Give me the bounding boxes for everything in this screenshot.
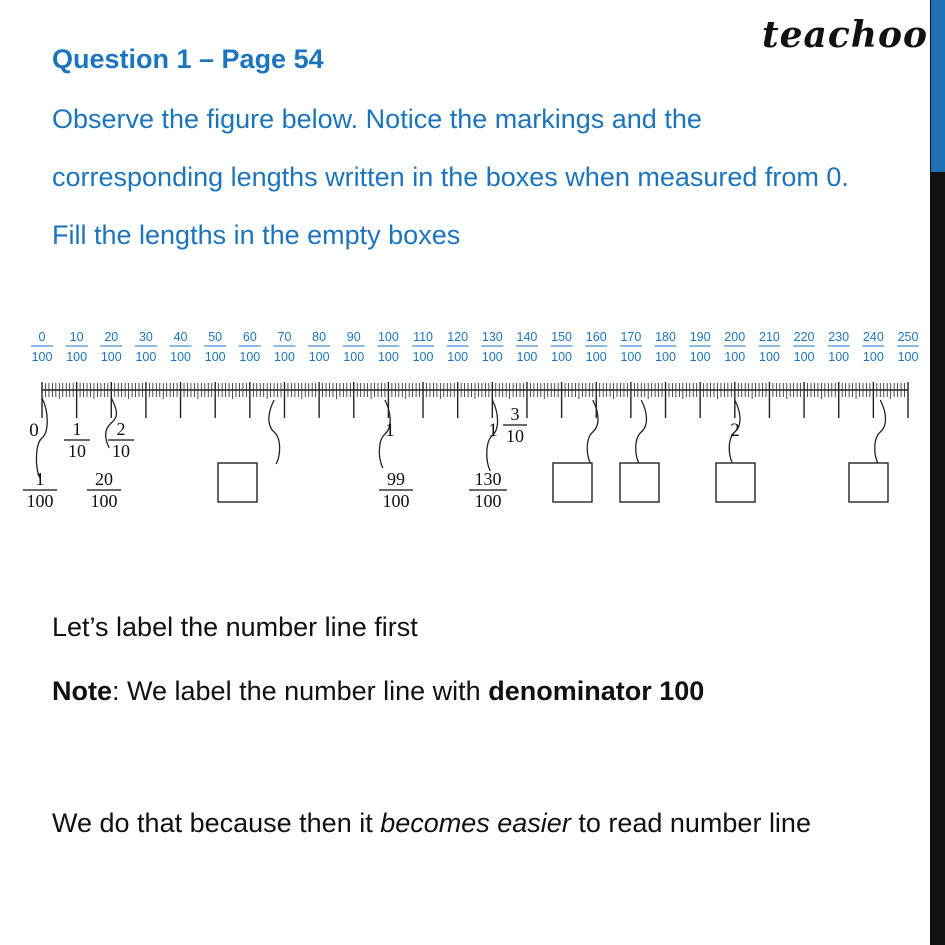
label-zero: 0	[29, 420, 39, 441]
top-fraction-0	[31, 330, 53, 364]
top-fraction-120	[447, 330, 469, 364]
top-denominator: 100	[447, 350, 469, 364]
top-numerator: 170	[620, 330, 642, 344]
question-title: Question 1 – Page 54	[52, 44, 324, 74]
body-line-1: Let’s label the number line first	[52, 612, 418, 642]
top-denominator: 100	[655, 350, 676, 364]
body-line-3-b: to read number line	[570, 808, 811, 838]
fraction-numerator: 2	[116, 419, 126, 439]
top-fraction-210	[758, 330, 780, 364]
top-denominator: 100	[170, 350, 191, 364]
top-numerator: 100	[377, 330, 399, 344]
fraction-label	[108, 419, 134, 461]
top-numerator: 160	[585, 330, 607, 344]
top-fraction-180	[655, 330, 677, 364]
top-denominator: 100	[516, 350, 538, 364]
pointer-lines	[36, 398, 885, 478]
top-fraction-labels	[31, 330, 919, 364]
pointer-line	[269, 400, 280, 464]
top-numerator: 190	[689, 330, 711, 344]
top-fraction-170	[620, 330, 642, 364]
fraction-label	[379, 469, 413, 511]
fraction-numerator: 20	[95, 469, 113, 489]
fraction-numerator: 99	[387, 469, 405, 489]
top-numerator: 120	[447, 330, 469, 344]
top-fraction-240	[862, 330, 884, 364]
top-fraction-130	[481, 330, 503, 364]
top-numerator: 220	[793, 330, 815, 344]
pointer-line	[636, 400, 647, 464]
top-denominator: 100	[828, 350, 850, 364]
fraction-numerator: 3	[510, 404, 520, 424]
fraction-denominator: 100	[382, 491, 410, 511]
top-denominator: 100	[204, 350, 226, 364]
fraction-label	[503, 404, 527, 446]
top-denominator: 100	[724, 350, 746, 364]
top-fraction-70	[273, 330, 295, 364]
fraction-denominator: 100	[474, 491, 502, 511]
top-denominator: 100	[793, 350, 815, 364]
top-denominator: 100	[759, 350, 780, 364]
top-numerator: 0	[38, 330, 46, 344]
top-numerator: 180	[655, 330, 676, 344]
fraction-label	[469, 469, 507, 511]
body-line-3-italic: becomes easier	[380, 808, 571, 838]
top-denominator: 100	[862, 350, 884, 364]
ruler	[42, 382, 908, 418]
answer-box-3[interactable]	[620, 463, 659, 502]
top-fraction-160	[585, 330, 607, 364]
top-numerator: 40	[173, 330, 188, 344]
fraction-label	[87, 469, 121, 511]
fraction-numerator: 1	[72, 419, 82, 439]
answer-boxes	[218, 463, 888, 502]
fraction-denominator: 10	[506, 426, 524, 446]
top-numerator: 130	[481, 330, 503, 344]
top-numerator: 210	[759, 330, 780, 344]
teachoo-logo: teachoo	[762, 14, 928, 56]
answer-box-2[interactable]	[553, 463, 592, 502]
top-fraction-90	[343, 330, 365, 364]
top-numerator: 250	[897, 330, 919, 344]
top-numerator: 20	[104, 330, 119, 344]
top-fraction-150	[551, 330, 573, 364]
top-numerator: 10	[69, 330, 84, 344]
top-fraction-110	[412, 330, 434, 364]
top-fraction-60	[239, 330, 261, 364]
fraction-denominator: 100	[90, 491, 118, 511]
note-line	[52, 676, 704, 707]
top-denominator: 100	[412, 350, 434, 364]
note-label: Note	[52, 676, 112, 706]
fraction-denominator: 100	[26, 491, 54, 511]
top-numerator: 70	[277, 330, 292, 344]
body-line-3-a: We do that because then it	[52, 808, 381, 838]
top-numerator: 230	[828, 330, 850, 344]
top-numerator: 50	[208, 330, 223, 344]
top-fraction-230	[828, 330, 850, 364]
top-fraction-200	[724, 330, 746, 364]
top-denominator: 100	[274, 350, 295, 364]
label-one: 1	[385, 420, 395, 441]
top-fraction-140	[516, 330, 538, 364]
question-line-2: corresponding lengths written in the boxes when measured from 0.	[52, 162, 849, 192]
fraction-numerator: 130	[474, 469, 502, 489]
note-text: : We label the number line with	[112, 676, 489, 706]
top-denominator: 100	[689, 350, 711, 364]
top-denominator: 100	[239, 350, 261, 364]
top-denominator: 100	[66, 350, 88, 364]
top-numerator: 90	[346, 330, 361, 344]
top-numerator: 140	[516, 330, 538, 344]
top-denominator: 100	[481, 350, 503, 364]
top-denominator: 100	[100, 350, 122, 364]
top-numerator: 30	[138, 330, 153, 344]
top-numerator: 200	[724, 330, 746, 344]
pointer-line	[587, 400, 598, 464]
top-fraction-250	[897, 330, 919, 364]
answer-box-4[interactable]	[716, 463, 755, 502]
answer-box-5[interactable]	[849, 463, 888, 502]
mixed-whole: 1	[488, 420, 498, 441]
top-numerator: 60	[242, 330, 257, 344]
top-fraction-80	[308, 330, 330, 364]
top-fraction-40	[170, 330, 192, 364]
pointer-line	[875, 400, 886, 464]
top-fraction-220	[793, 330, 815, 364]
top-fraction-100	[377, 330, 399, 364]
scrollbar-thumb[interactable]	[931, 0, 945, 172]
top-fraction-20	[100, 330, 122, 364]
top-denominator: 100	[585, 350, 607, 364]
fraction-denominator: 10	[68, 441, 86, 461]
top-numerator: 110	[413, 330, 434, 344]
top-denominator: 100	[135, 350, 157, 364]
body-line-3	[52, 808, 811, 839]
top-denominator: 100	[377, 350, 399, 364]
number-line-figure	[0, 318, 930, 518]
top-denominator: 100	[308, 350, 330, 364]
fraction-denominator: 10	[112, 441, 130, 461]
top-fraction-50	[204, 330, 226, 364]
top-fraction-10	[66, 330, 88, 364]
label-two: 2	[730, 420, 740, 441]
answer-box-1[interactable]	[218, 463, 257, 502]
top-numerator: 80	[312, 330, 327, 344]
fraction-numerator: 1	[35, 469, 45, 489]
question-line-1: Observe the figure below. Notice the markings and the	[52, 104, 702, 134]
top-denominator: 100	[551, 350, 573, 364]
top-denominator: 100	[31, 350, 53, 364]
top-fraction-30	[135, 330, 157, 364]
top-numerator: 240	[862, 330, 884, 344]
top-numerator: 150	[551, 330, 573, 344]
note-bold: denominator 100	[488, 676, 705, 706]
fraction-label	[23, 469, 57, 511]
question-line-3: Fill the lengths in the empty boxes	[52, 220, 461, 250]
top-denominator: 100	[897, 350, 919, 364]
top-denominator: 100	[343, 350, 365, 364]
top-fraction-190	[689, 330, 711, 364]
fraction-label	[64, 419, 90, 461]
top-denominator: 100	[620, 350, 642, 364]
